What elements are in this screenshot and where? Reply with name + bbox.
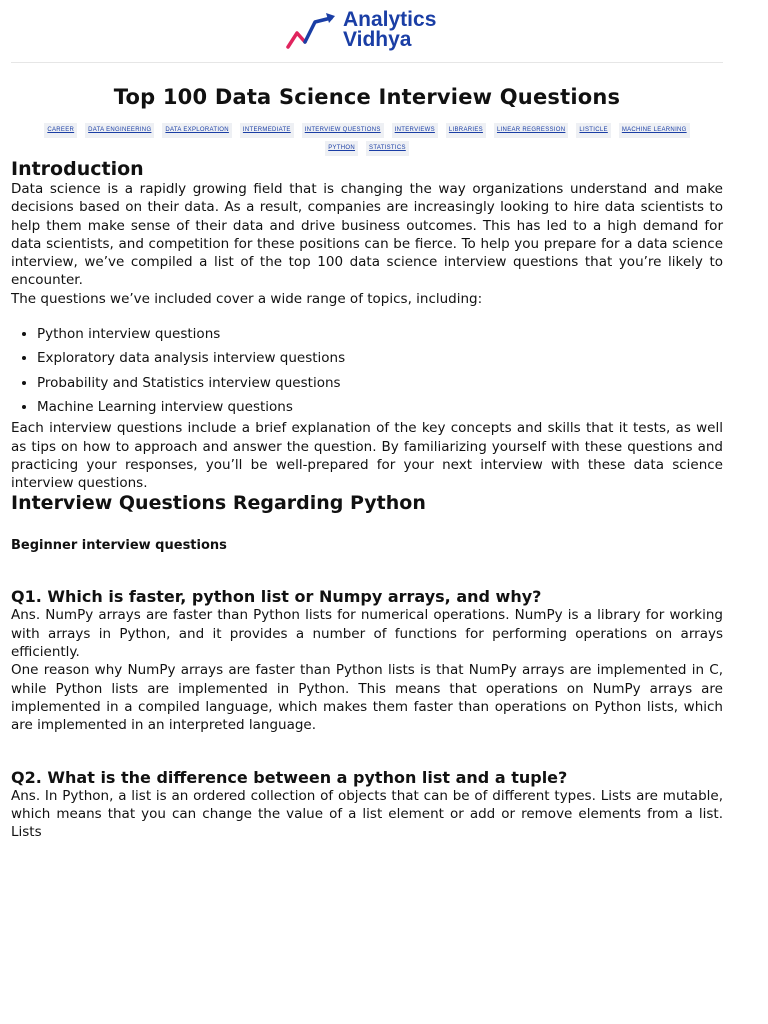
tag-statistics[interactable]: STATISTICS [366, 141, 409, 156]
tag-listicle[interactable]: LISTICLE [576, 123, 610, 138]
tag-list [11, 122, 723, 158]
tag-interview-questions[interactable]: INTERVIEW QUESTIONS [302, 123, 384, 138]
question-1: Q1. Which is faster, python list or Numpy arrays, and why? [11, 587, 542, 607]
brand-name[interactable] [343, 10, 436, 50]
brand-name-line1: Analytics [343, 8, 437, 31]
subheading-beginner: Beginner interview questions [11, 538, 227, 554]
tag-machine-learning[interactable]: MACHINE LEARNING [619, 123, 690, 138]
section-heading-introduction: Introduction [11, 158, 144, 180]
answer-2-paragraph-1: Ans. In Python, a list is an ordered collection of objects that can be of different types. Lists are mutable, which means that you can change the value of a list element or add or remove elements from a list. Lists [11, 787, 723, 841]
tag-python[interactable]: PYTHON [325, 141, 358, 156]
list-item: • Python interview questions [37, 322, 723, 346]
analytics-vidhya-logo-icon[interactable] [286, 11, 338, 51]
intro-paragraph: Data science is a rapidly growing field that is changing the way organizations understand and make decisions based on their data. As a result, companies are increasingly looking to hire data scientists to help them make sense of their data and drive business outcomes. This has led to a high demand for data scientists, and competition for these positions can be fierce. To help you prepare for a data science interview, we’ve compiled a list of the top 100 data science interview questions that you’re likely to encounter. [11, 181, 723, 289]
summary-paragraph: Each interview questions include a brief explanation of the key concepts and skills that it tests, as well as tips on how to approach and answer the question. By familiarizing yourself with these questions and practicing your responses, you’ll be well-prepared for your next interview with these data science interview questions. [11, 420, 723, 492]
list-item: • Exploratory data analysis interview questions [37, 346, 723, 370]
tag-data-engineering[interactable]: DATA ENGINEERING [85, 123, 154, 138]
site-header [11, 0, 723, 63]
tag-intermediate[interactable]: INTERMEDIATE [240, 123, 294, 138]
topics-lead-paragraph: The questions we’ve included cover a wide range of topics, including: [11, 290, 483, 307]
tag-interviews[interactable]: INTERVIEWS [392, 123, 438, 138]
answer-1-paragraph-2: One reason why NumPy arrays are faster than Python lists is that NumPy arrays are implemented in C, while Python lists are implemented in Python. This means that operations on NumPy arrays are implemented in a compiled language, which makes them faster than operations on Python lists, which are implemented in an interpreted language. [11, 662, 723, 734]
article-page [11, 0, 723, 841]
section-heading-python: Interview Questions Regarding Python [11, 492, 426, 515]
list-item: • Machine Learning interview questions [37, 395, 723, 419]
page-title: Top 100 Data Science Interview Questions [113, 85, 621, 109]
list-item: • Probability and Statistics interview questions [37, 371, 723, 395]
tag-data-exploration[interactable]: DATA EXPLORATION [162, 123, 231, 138]
tag-career[interactable]: CAREER [44, 123, 77, 138]
question-2: Q2. What is the difference between a python list and a tuple? [11, 767, 568, 787]
answer-1-paragraph-1: Ans. NumPy arrays are faster than Python lists for numerical operations. NumPy is a library for working with arrays in Python, and it provides a number of functions for performing operations on arrays efficiently. [11, 607, 723, 661]
tag-linear-regression[interactable]: LINEAR REGRESSION [494, 123, 568, 138]
tag-libraries[interactable]: LIBRARIES [446, 123, 486, 138]
topics-list [11, 322, 723, 419]
brand-name-line2: Vidhya [343, 28, 412, 51]
